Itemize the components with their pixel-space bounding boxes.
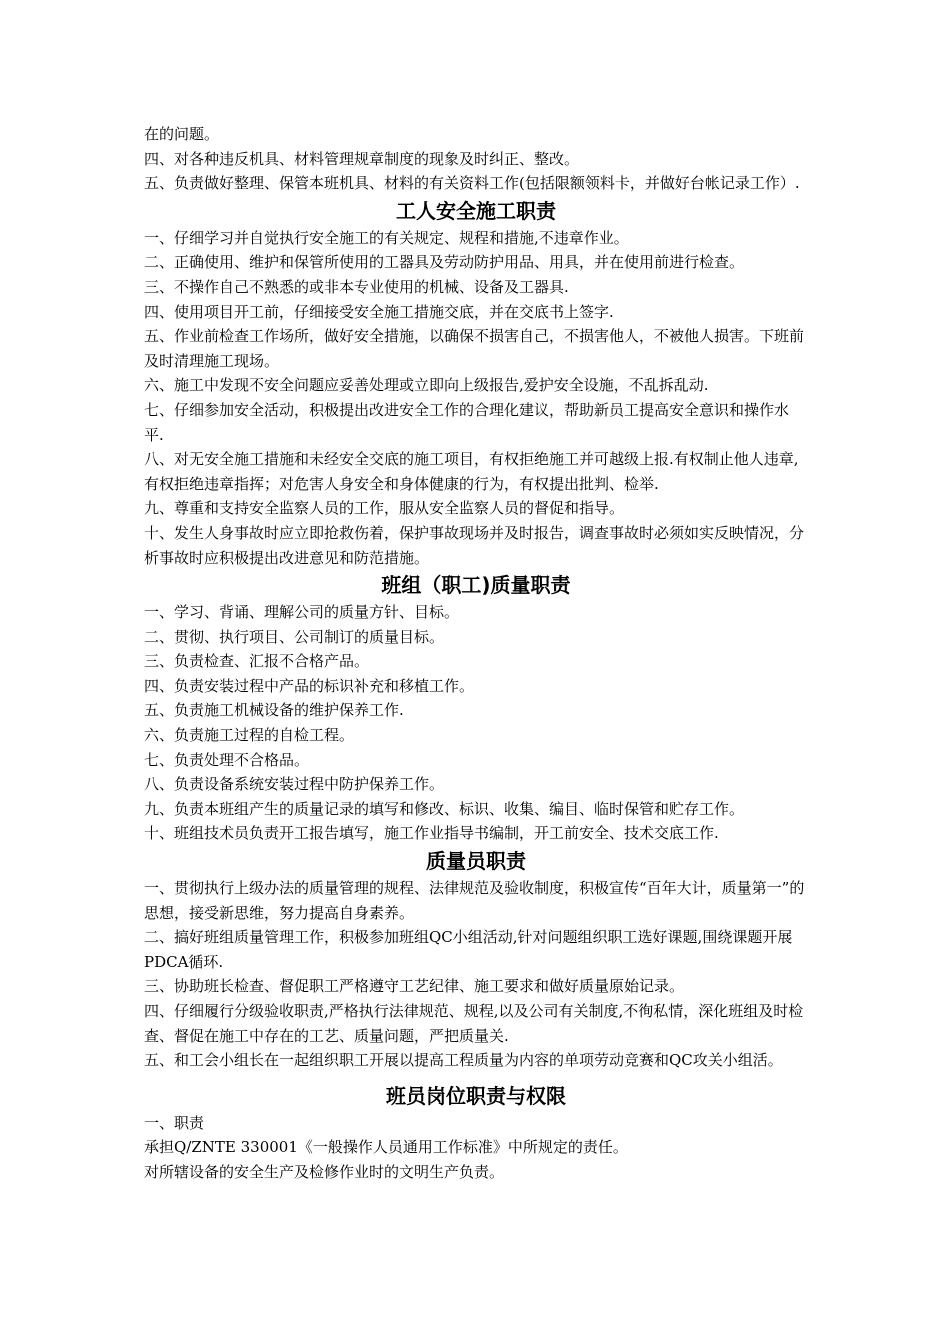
list-item: 四、使用项目开工前，仔细接受安全施工措施交底，并在交底书上签字. [144,302,614,321]
list-item: 四、负责安装过程中产品的标识补充和移植工作。 [144,676,475,695]
list-item: 承担Q/ZNTE 330001《一般操作人员通用工作标准》中所规定的责任。 [144,1138,628,1157]
list-item: 五、负责施工机械设备的维护保养工作. [144,701,404,720]
list-item: 三、负责检查、汇报不合格产品。 [144,652,370,671]
list-item: 十、班组技术员负责开工报告填写，施工作业指导书编制，开工前安全、技术交底工作. [144,824,719,843]
list-item: 二、正确使用、维护和保管所使用的工器具及劳动防护用品、用具，并在使用前进行检查。 [144,253,745,272]
list-item: 七、负责处理不合格品。 [144,750,310,769]
list-item: 八、负责设备系统安装过程中防护保养工作。 [144,775,445,794]
list-item: 五、和工会小组长在一起组织职工开展以提高工程质量为内容的单项劳动竞赛和QC攻关小组活。 [144,1051,783,1070]
document-page [144,122,808,1185]
paragraph: 四、对各种违反机具、材料管理规章制度的现象及时纠正、整改。 [144,149,580,168]
list-item: 对所辖设备的安全生产及检修作业时的文明生产负责。 [144,1162,505,1181]
list-item: 三、协助班长检查、督促职工严格遵守工艺纪律、施工要求和做好质量原始记录。 [144,977,685,996]
list-item: 一、仔细学习并自觉执行安全施工的有关规定、规程和措施,不违章作业。 [144,228,629,247]
section-title: 班组（职工)质量职责 [381,573,571,598]
section-title: 质量员职责 [426,849,526,874]
paragraph: 在的问题。 [144,125,220,143]
list-item: 九、尊重和支持安全监察人员的工作，服从安全监察人员的督促和指导。 [144,499,625,518]
list-item: 二、搞好班组质量管理工作，积极参加班组QC小组活动,针对问题组织职工选好课题,围绕课题开展PDCA循环. [144,928,793,971]
paragraph: 五、负责做好整理、保管本班机具、材料的有关资料工作(包括限额领料卡，并做好台帐记录工作）. [144,174,800,193]
list-item: 五、作业前检查工作场所，做好安全措施，以确保不损害自己，不损害他人，不被他人损害。下班前及时清理施工现场。 [144,327,805,370]
section-title: 工人安全施工职责 [396,198,556,223]
list-item: 一、贯彻执行上级办法的质量管理的规程、法律规范及验收制度，积极宣传“百年大计，质量第一”的思想，接受新思维，努力提高自身素养。 [144,879,805,922]
list-item: 六、负责施工过程的自检工程。 [144,726,355,745]
list-item: 七、仔细参加安全活动，积极提出改进安全工作的合理化建议，帮助新员工提高安全意识和操作水平. [144,400,790,444]
list-item: 一、学习、背诵、理解公司的质量方针、目标。 [144,603,460,622]
list-item: 六、施工中发现不安全问题应妥善处理或立即向上级报告,爱护安全设施，不乱拆乱动. [144,376,709,395]
list-item: 九、负责本班组产生的质量记录的填写和修改、标识、收集、编目、临时保管和贮存工作。 [144,799,745,818]
list-item: 十、发生人身事故时应立即抢救伤着，保护事故现场并及时报告，调查事故时必须如实反映情况，分析事故时应积极提出改进意见和防范措施。 [144,523,805,567]
list-item: 二、贯彻、执行项目、公司制订的质量目标。 [144,627,445,646]
list-item: 八、对无安全施工措施和未经安全交底的施工项目，有权拒绝施工并可越级上报.有权制止他人违章,有权拒绝违章指挥；对危害人身安全和身体健康的行为，有权提出批判、检举. [144,450,799,493]
section-title: 班员岗位职责与权限 [386,1083,566,1108]
list-item: 四、仔细履行分级验收职责,严格执行法律规范、规程,以及公司有关制度,不徇私情，深化班组及时检查、督促在施工中存在的工艺、质量问题，严把质量关. [144,1002,804,1045]
list-item: 一、职责 [144,1113,205,1132]
list-item: 三、不操作自己不熟悉的或非本专业使用的机械、设备及工器具. [144,277,569,296]
